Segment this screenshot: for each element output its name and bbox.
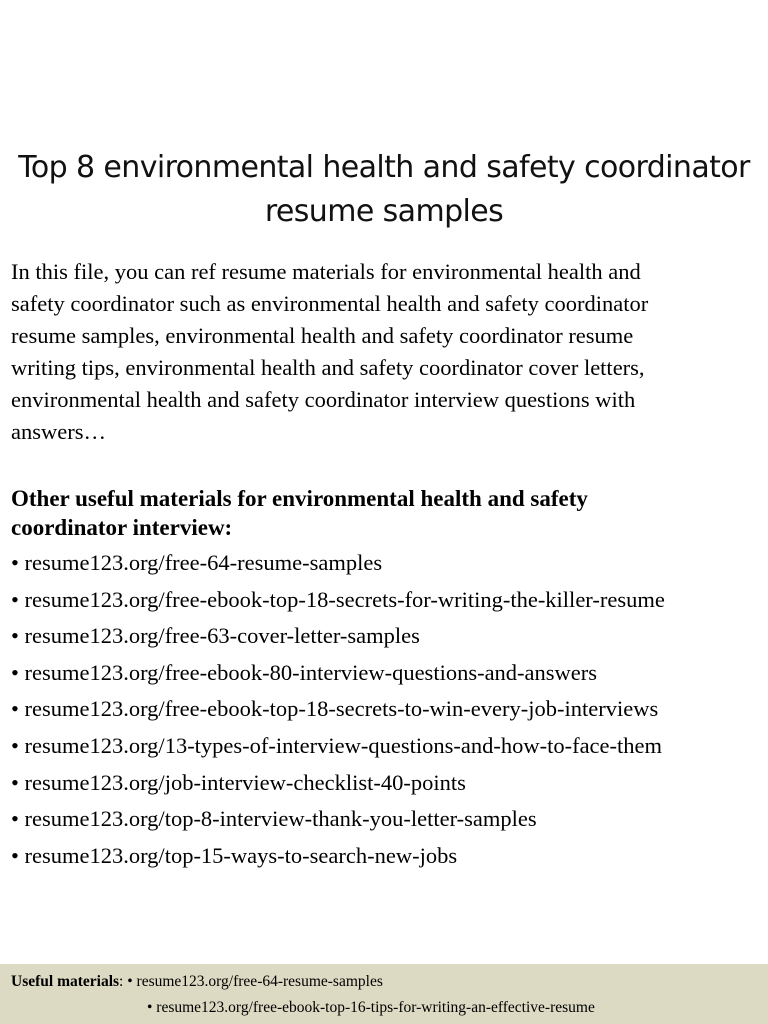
footer-separator: : [119,973,128,990]
intro-line: answers… [11,419,106,444]
footer-link[interactable]: • resume123.org/free-ebook-top-16-tips-for-writing-an-effective-resume [147,999,595,1016]
intro-line: environmental health and safety coordinator interview questions with [11,387,636,412]
list-item-link[interactable]: • resume123.org/free-63-cover-letter-samples [11,623,420,649]
list-item-link[interactable]: • resume123.org/free-ebook-top-18-secrets-for-writing-the-killer-resume [11,586,665,612]
footer-row [147,995,595,1021]
list-item-link[interactable]: • resume123.org/free-64-resume-samples [11,550,383,575]
list-item-link[interactable]: • resume123.org/top-15-ways-to-search-new-jobs [11,842,458,868]
page-title-line-2: resume samples [264,194,504,229]
intro-line: In this file, you can ref resume materials for environmental health and [11,259,641,284]
list-item-link[interactable]: • resume123.org/13-types-of-interview-questions-and-how-to-face-them [11,732,663,758]
useful-materials-heading-line-2: coordinator interview: [11,515,233,540]
intro-line: resume samples, environmental health and safety coordinator resume [11,323,634,348]
footer-label: Useful materials [11,973,120,990]
page-title-line-1: Top 8 environmental health and safety coordinator [18,150,750,185]
page-title [0,146,768,234]
list-item-link[interactable]: • resume123.org/job-interview-checklist-40-points [11,769,466,795]
footer-link[interactable]: • resume123.org/free-64-resume-samples [127,973,383,990]
intro-paragraph [11,256,759,448]
useful-materials-list [11,545,763,874]
list-item-link[interactable]: • resume123.org/free-ebook-80-interview-questions-and-answers [11,659,598,685]
footer-bar [0,964,768,1024]
list-item-link[interactable]: • resume123.org/free-ebook-top-18-secrets-to-win-every-job-interviews [11,696,659,722]
footer-row [11,969,383,995]
useful-materials-heading-line-1: Other useful materials for environmental health and safety [11,486,588,511]
intro-line: writing tips, environmental health and safety coordinator cover letters, [11,355,645,380]
useful-materials-heading [11,484,759,542]
intro-line: safety coordinator such as environmental health and safety coordinator [11,291,649,316]
list-item-link[interactable]: • resume123.org/top-8-interview-thank-you-letter-samples [11,806,537,832]
